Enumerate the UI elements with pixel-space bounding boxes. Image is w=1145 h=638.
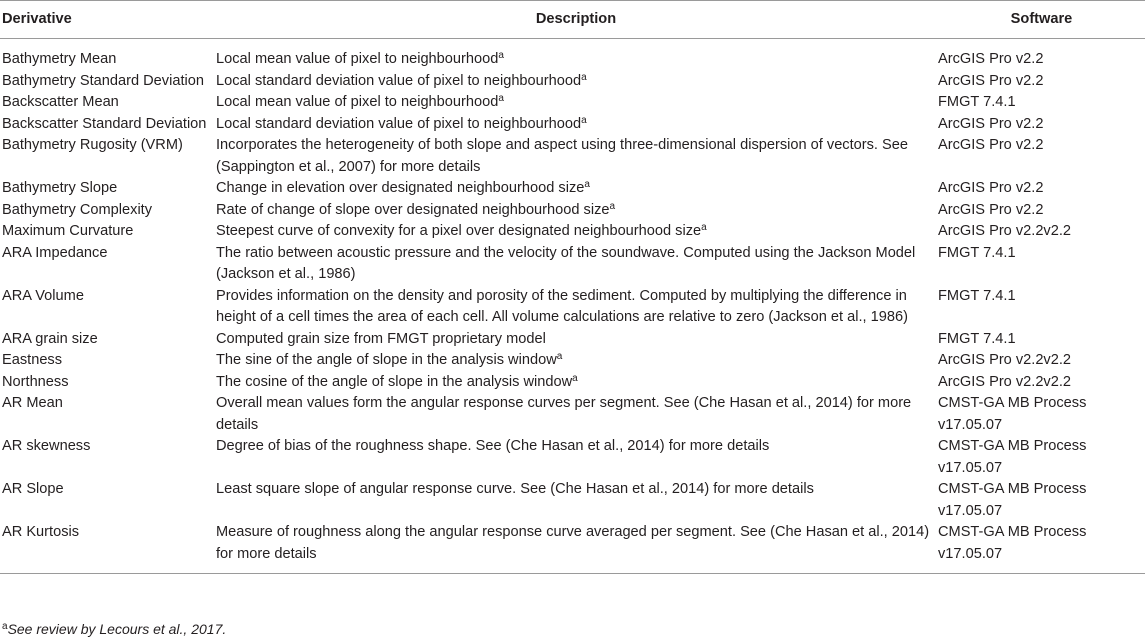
cell-derivative: ARA grain size <box>2 330 98 347</box>
table-row <box>0 372 1145 394</box>
description-text: Incorporates the heterogeneity of both slope and aspect using three-dimensional dispersion of vectors. See (Sappington et al., 2007) for more details <box>216 137 909 175</box>
description-text: Local mean value of pixel to neighbourhood <box>216 51 499 67</box>
footnote-marker: a <box>498 50 504 61</box>
description-text: Local standard deviation value of pixel to neighbourhood <box>216 72 582 89</box>
description-text: Rate of change of slope over designated neighbourhood size <box>216 201 610 218</box>
table-row <box>0 286 1145 329</box>
table-row <box>0 329 1145 351</box>
description-text: Least square slope of angular response curve. See (Che Hasan et al., 2014) for more details <box>216 481 814 497</box>
cell-description <box>214 350 936 372</box>
cell-software: ArcGIS Pro v2.2 <box>938 51 1044 67</box>
cell-derivative: Bathymetry Rugosity (VRM) <box>2 137 183 153</box>
footnote-marker: a <box>2 621 8 632</box>
cell-description <box>214 92 936 114</box>
table-row <box>0 200 1145 222</box>
cell-description <box>214 393 936 436</box>
cell-software: FMGT 7.4.1 <box>938 94 1016 110</box>
cell-derivative: Backscatter Mean <box>2 94 119 110</box>
table-header <box>0 1 1145 39</box>
cell-software: FMGT 7.4.1 <box>938 244 1016 261</box>
header-row <box>0 1 1145 39</box>
cell-description <box>214 39 936 71</box>
table-row <box>0 522 1145 574</box>
description-text: Measure of roughness along the angular response curve averaged per segment. See (Che Hasan et al., 2014) for more details <box>216 524 930 562</box>
table-row <box>0 479 1145 522</box>
cell-derivative: Bathymetry Slope <box>2 180 118 196</box>
table-row <box>0 71 1145 93</box>
cell-software: ArcGIS Pro v2.2 <box>938 180 1044 196</box>
cell-description <box>214 479 936 522</box>
header-description: Description <box>214 1 936 39</box>
cell-description <box>214 71 936 93</box>
cell-derivative: Northness <box>2 373 69 390</box>
footnote-marker: a <box>701 222 707 233</box>
cell-description <box>214 135 936 178</box>
footnote-marker: a <box>572 372 578 384</box>
table-footnote <box>2 620 226 638</box>
cell-software: ArcGIS Pro v2.2 <box>938 72 1044 89</box>
cell-software: ArcGIS Pro v2.2v2.2 <box>938 223 1072 239</box>
cell-software: ArcGIS Pro v2.2 <box>938 137 1044 153</box>
cell-derivative: AR skewness <box>2 438 91 454</box>
table-row <box>0 135 1145 178</box>
table-row <box>0 178 1145 200</box>
cell-derivative: Backscatter Standard Deviation <box>2 115 207 132</box>
footnote-text: See review by Lecours et al., 2017. <box>7 621 227 637</box>
cell-software: FMGT 7.4.1 <box>938 287 1016 304</box>
footnote-marker: a <box>498 93 504 104</box>
description-text: Provides information on the density and porosity of the sediment. Computed by multiplying the difference in height of a cell times the area of each cell. All volume calculations are relative to zero (Jackson et al., 1986) <box>216 287 908 325</box>
cell-derivative: Eastness <box>2 352 63 368</box>
description-text: Change in elevation over designated neighbourhood size <box>216 180 585 196</box>
cell-software: CMST-GA MB Process v17.05.07 <box>938 438 1087 476</box>
footnote-marker: a <box>581 71 587 83</box>
cell-description <box>214 372 936 394</box>
cell-software: ArcGIS Pro v2.2 <box>938 115 1044 132</box>
table-row <box>0 350 1145 372</box>
description-text: Local standard deviation value of pixel to neighbourhood <box>216 115 582 132</box>
cell-description <box>214 114 936 136</box>
cell-derivative: Bathymetry Mean <box>2 51 117 67</box>
description-text: Steepest curve of convexity for a pixel over designated neighbourhood size <box>216 223 702 239</box>
description-text: Overall mean values form the angular response curves per segment. See (Che Hasan et al., 2014) for more details <box>216 395 912 433</box>
description-text: Local mean value of pixel to neighbourhood <box>216 94 499 110</box>
cell-description <box>214 329 936 351</box>
table-row <box>0 243 1145 286</box>
table-row <box>0 39 1145 71</box>
description-text: The cosine of the angle of slope in the analysis window <box>216 373 573 390</box>
cell-derivative: AR Mean <box>2 395 63 411</box>
cell-description <box>214 200 936 222</box>
cell-software: CMST-GA MB Process v17.05.07 <box>938 395 1087 433</box>
cell-description <box>214 522 936 574</box>
cell-description <box>214 436 936 479</box>
cell-derivative: AR Slope <box>2 481 64 497</box>
cell-derivative: Bathymetry Complexity <box>2 201 153 218</box>
cell-software: ArcGIS Pro v2.2v2.2 <box>938 373 1072 390</box>
table-row <box>0 92 1145 114</box>
cell-description <box>214 243 936 286</box>
cell-software: FMGT 7.4.1 <box>938 330 1016 347</box>
header-software: Software <box>936 1 1145 39</box>
description-text: The sine of the angle of slope in the analysis window <box>216 352 557 368</box>
table-row <box>0 436 1145 479</box>
cell-derivative: ARA Impedance <box>2 244 108 261</box>
description-text: The ratio between acoustic pressure and the velocity of the soundwave. Computed using the Jackson Model (Jackson et al., 1986) <box>216 244 916 282</box>
cell-software: CMST-GA MB Process v17.05.07 <box>938 481 1087 519</box>
cell-derivative: AR Kurtosis <box>0 522 214 574</box>
footnote-marker: a <box>584 179 590 190</box>
cell-software: ArcGIS Pro v2.2 <box>938 201 1044 218</box>
table-row <box>0 114 1145 136</box>
footnote-marker: a <box>556 351 563 362</box>
cell-description <box>214 178 936 200</box>
cell-derivative: Maximum Curvature <box>2 223 134 239</box>
footnote-marker: a <box>581 114 587 126</box>
cell-software: CMST-GA MB Process v17.05.07 <box>936 522 1145 574</box>
footnote-marker: a <box>609 200 616 212</box>
table-body <box>0 39 1145 574</box>
cell-description <box>214 221 936 243</box>
cell-derivative: ARA Volume <box>2 287 84 304</box>
cell-description <box>214 286 936 329</box>
description-text: Computed grain size from FMGT proprietary model <box>216 330 546 347</box>
description-text: Degree of bias of the roughness shape. See (Che Hasan et al., 2014) for more details <box>216 438 770 454</box>
cell-derivative: Bathymetry Standard Deviation <box>2 72 204 89</box>
table-row <box>0 221 1145 243</box>
cell-software: ArcGIS Pro v2.2v2.2 <box>938 352 1072 368</box>
table-row <box>0 393 1145 436</box>
header-derivative: Derivative <box>0 1 214 39</box>
